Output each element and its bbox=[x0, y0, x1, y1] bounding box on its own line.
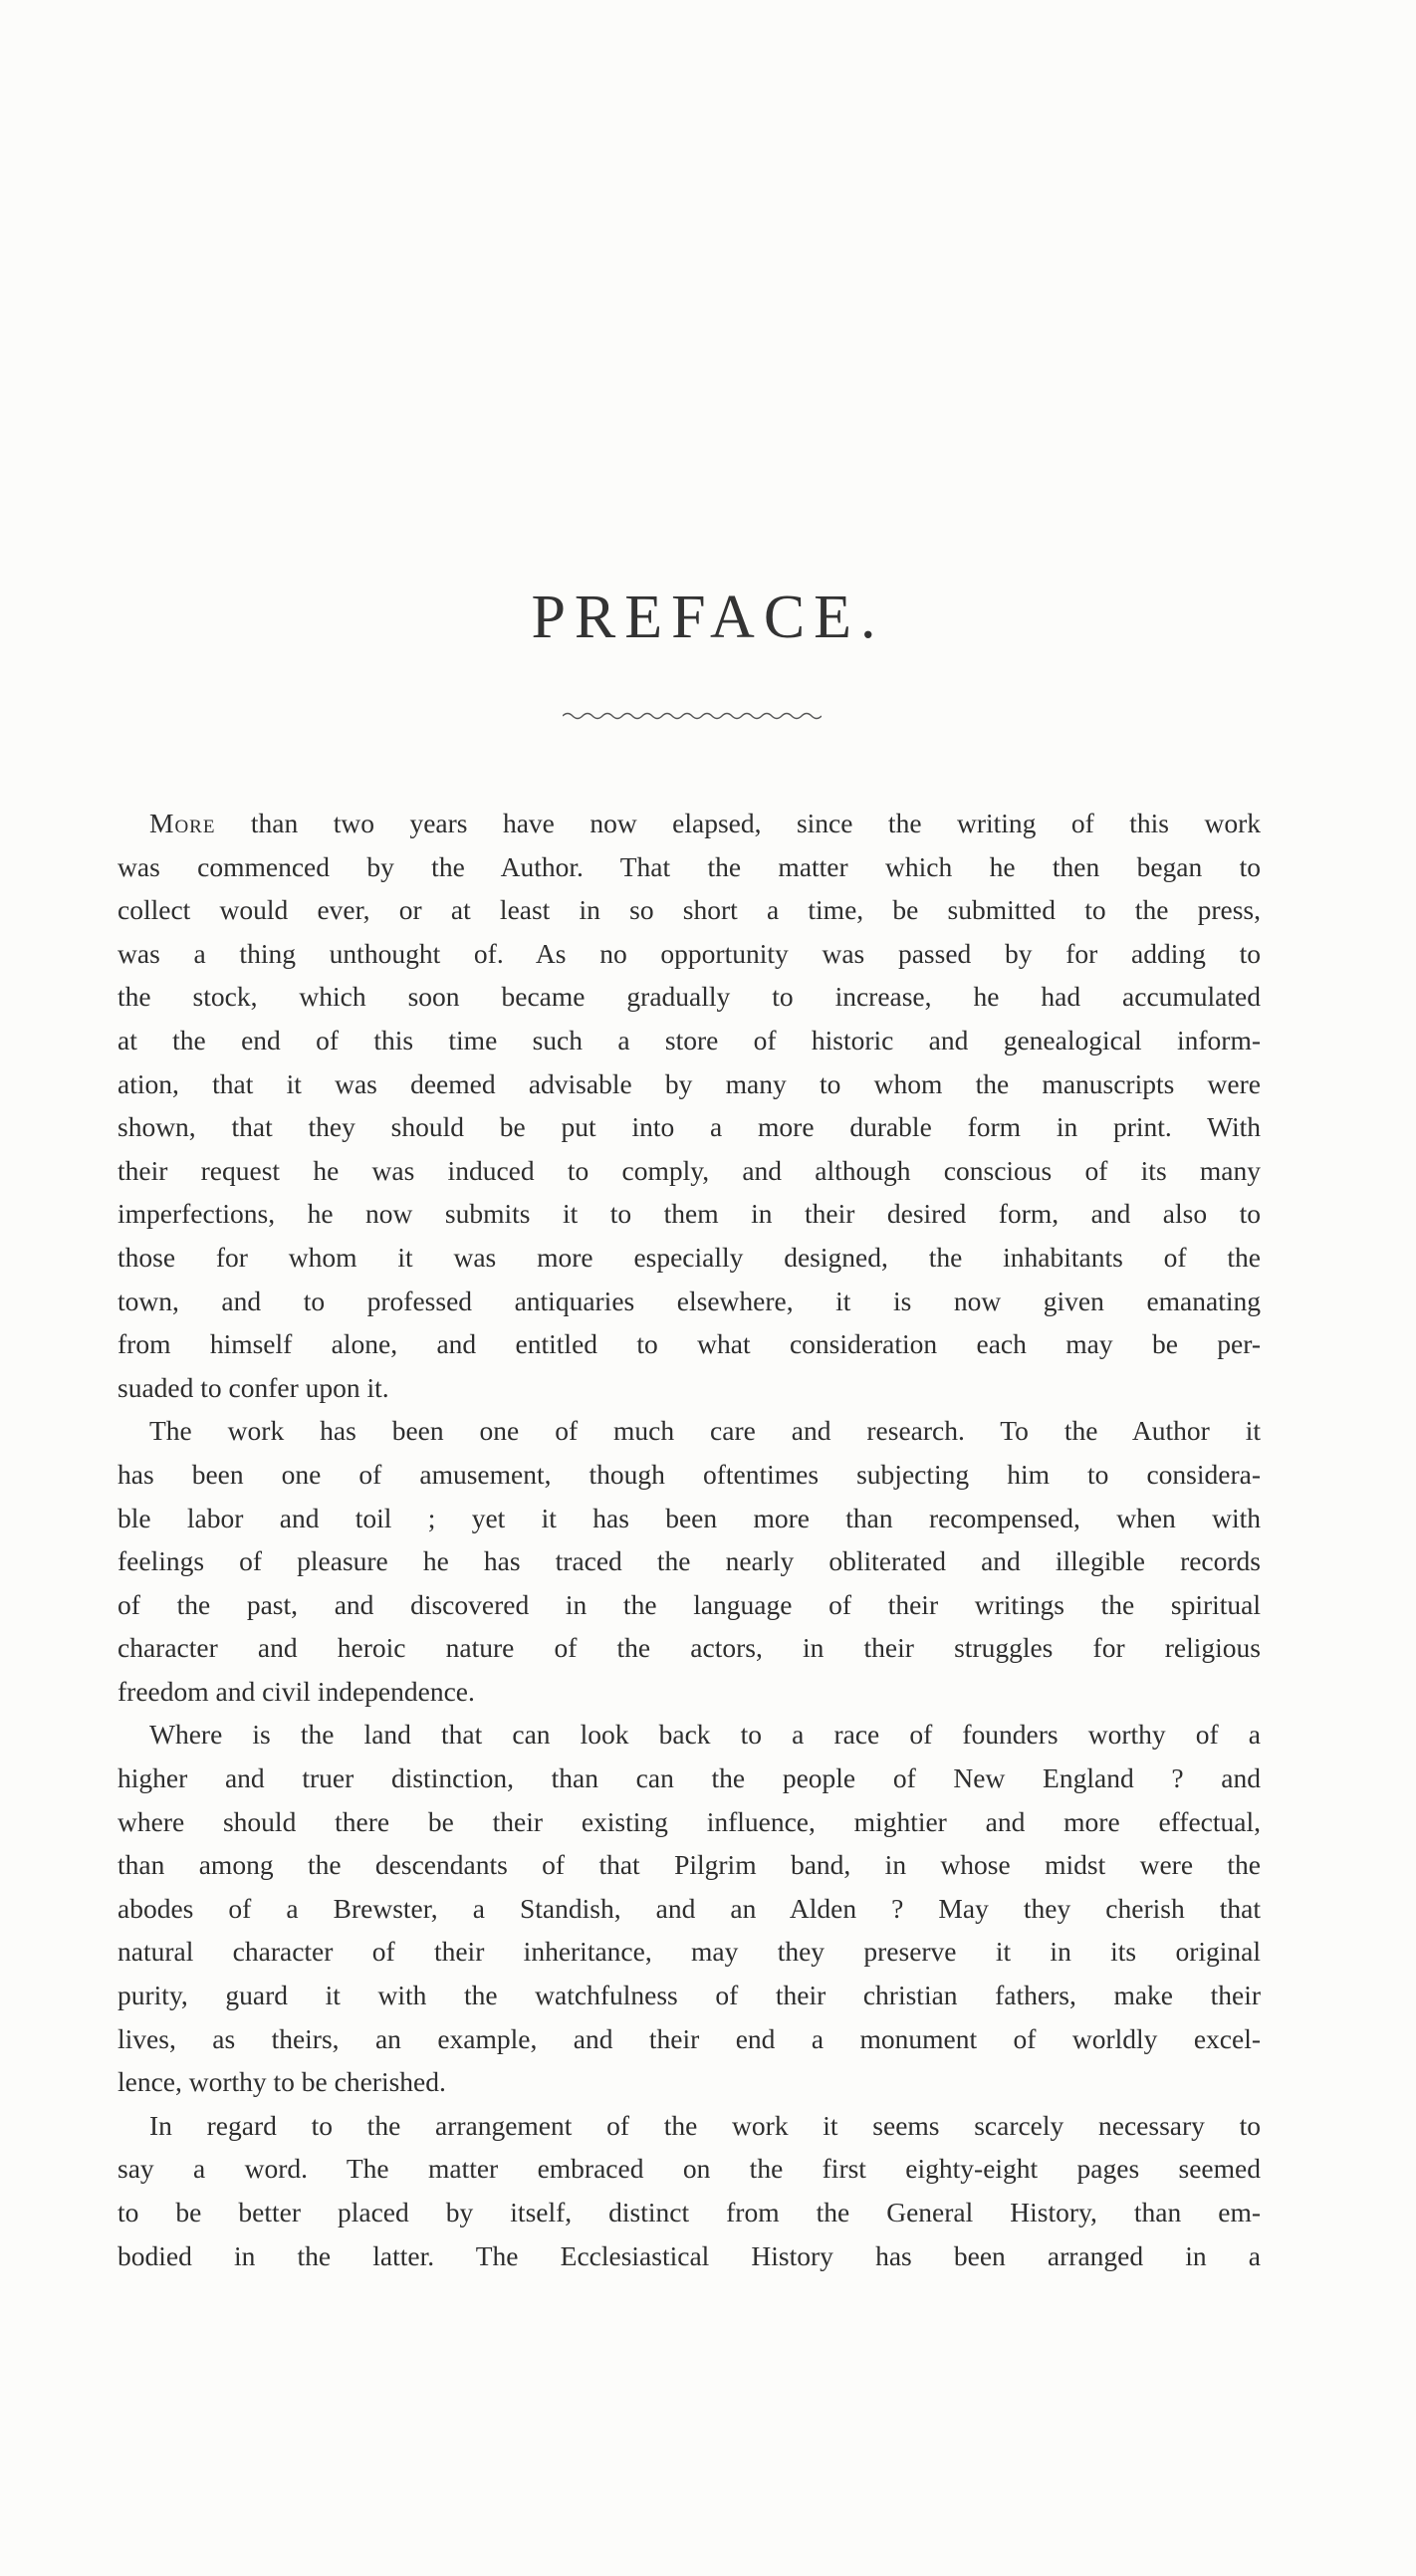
text-line: natural character of their inheritance, may they preserve it in its original bbox=[118, 1936, 1261, 1968]
text-line: to be better placed by itself, distinct from the General History, than em- bbox=[118, 2197, 1261, 2227]
text-line: purity, guard it with the watchfulness of their christian fathers, make their bbox=[118, 1980, 1261, 2011]
text-line: has been one of amusement, though oftentimes subjecting him to considera- bbox=[118, 1458, 1261, 1490]
page-title: PREFACE. bbox=[531, 584, 885, 651]
lead-word: More bbox=[149, 808, 216, 838]
text-line: freedom and civil independence. bbox=[118, 1675, 475, 1707]
text-line: bodied in the latter. The Ecclesiastical History has been arranged in a bbox=[118, 2239, 1261, 2271]
text-line: town, and to professed antiquaries elsewhere, it is now given emanating bbox=[118, 1285, 1261, 1316]
paragraph bbox=[118, 1409, 1261, 1713]
text-line: In regard to the arrangement of the work it seems scarcely necessary to bbox=[149, 2109, 1261, 2141]
text-line: was a thing unthought of. As no opportunity was passed by for adding to bbox=[118, 937, 1261, 969]
paragraph bbox=[118, 802, 1261, 1409]
text-line: the stock, which soon became gradually to increase, he had accumulated bbox=[118, 981, 1261, 1013]
text-line: feelings of pleasure he has traced the nearly obliterated and illegible records bbox=[118, 1545, 1261, 1577]
paragraph bbox=[118, 1713, 1261, 2103]
text-line: those for whom it was more especially designed, the inhabitants of the bbox=[118, 1241, 1261, 1273]
decorative-wavy-rule bbox=[563, 709, 822, 723]
text-line: lence, worthy to be cherished. bbox=[118, 2066, 446, 2098]
text-line: than among the descendants of that Pilgrim band, in whose midst were the bbox=[118, 1849, 1261, 1881]
text-line: The work has been one of much care and research. To the Author it bbox=[149, 1415, 1261, 1447]
text-line: suaded to confer upon it. bbox=[118, 1371, 389, 1403]
text-line: higher and truer distinction, than can the people of New England ? and bbox=[118, 1762, 1261, 1794]
text-line: say a word. The matter embraced on the first eighty-eight pages seemed bbox=[118, 2153, 1261, 2185]
paragraph bbox=[118, 2104, 1261, 2277]
text-line: was commenced by the Author. That the matter which he then began to bbox=[118, 850, 1261, 882]
text-line: at the end of this time such a store of historic and genealogical inform- bbox=[118, 1024, 1261, 1055]
text-line: imperfections, he now submits it to them in their desired form, and also to bbox=[118, 1198, 1261, 1230]
text-line: from himself alone, and entitled to what consideration each may be per- bbox=[118, 1328, 1261, 1360]
text-line: ble labor and toil ; yet it has been more than recompensed, when with bbox=[118, 1502, 1261, 1533]
text-line: abodes of a Brewster, a Standish, and an Alden ? May they cherish that bbox=[118, 1892, 1261, 1924]
preface-body bbox=[118, 802, 1261, 2277]
text-line: ation, that it was deemed advisable by many to whom the manuscripts were bbox=[118, 1067, 1261, 1099]
text-line: where should there be their existing influence, mightier and more effectual, bbox=[118, 1805, 1261, 1837]
text-line: of the past, and discovered in the language of their writings the spiritual bbox=[118, 1588, 1261, 1620]
text-line: shown, that they should be put into a more durable form in print. With bbox=[118, 1111, 1261, 1143]
text-line: More than two years have now elapsed, since the writing of this work bbox=[149, 808, 1261, 838]
text-line: their request he was induced to comply, and although conscious of its many bbox=[118, 1154, 1261, 1186]
text-line: Where is the land that can look back to a race of founders worthy of a bbox=[149, 1719, 1261, 1751]
text-line: character and heroic nature of the actors, in their struggles for religious bbox=[118, 1632, 1261, 1664]
text-line: collect would ever, or at least in so short a time, be submitted to the press, bbox=[118, 894, 1261, 926]
text-line: lives, as theirs, an example, and their end a monument of worldly excel- bbox=[118, 2022, 1261, 2054]
